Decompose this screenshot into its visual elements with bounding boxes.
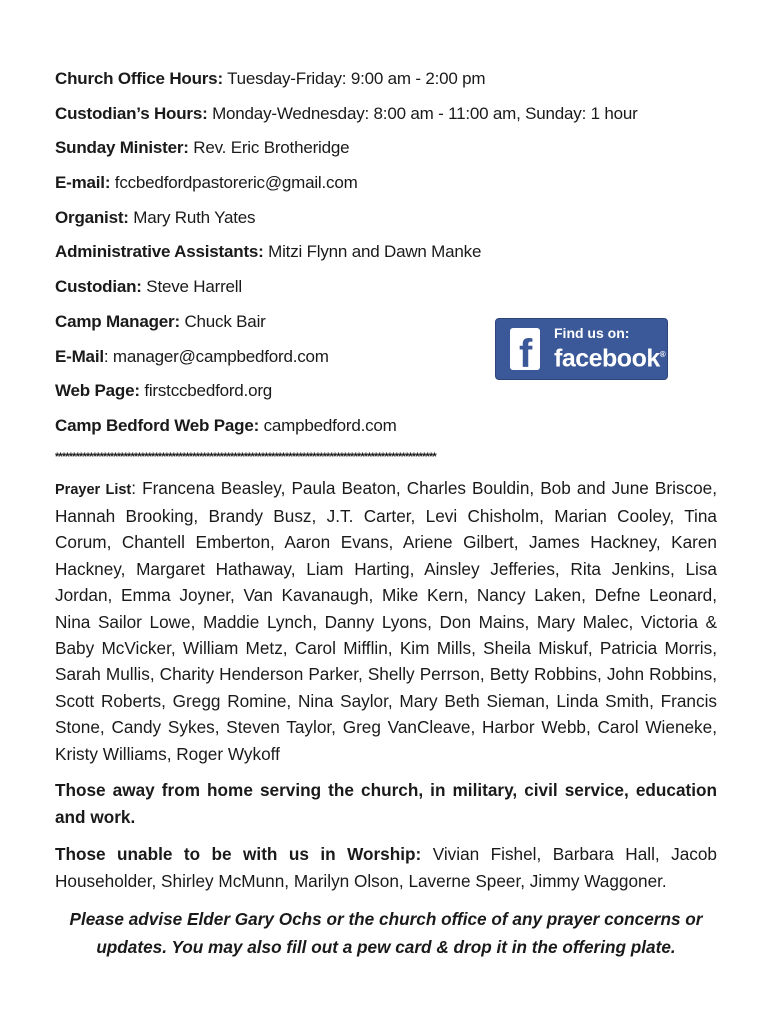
camp-email-value[interactable]: : manager@campbedford.com: [103, 346, 329, 366]
bulletin-page: [55, 62, 717, 961]
facebook-badge[interactable]: [495, 318, 668, 380]
email-label: E-mail:: [55, 173, 111, 193]
organist-label: Organist:: [55, 207, 129, 227]
facebook-registered-mark: ®: [659, 349, 666, 359]
custodian-hours-label: Custodian’s Hours:: [55, 103, 208, 123]
facebook-logo-letter: f: [519, 332, 533, 370]
custodian-hours-line: [55, 97, 717, 132]
minister-label: Sunday Minister:: [55, 138, 189, 158]
admin-assistants-label: Administrative Assistants:: [55, 242, 264, 262]
facebook-badge-text: [554, 326, 665, 372]
office-hours-value: Tuesday-Friday: 9:00 am - 2:00 pm: [222, 69, 486, 88]
custodian-line: [55, 270, 717, 305]
prayer-concerns-notice: Please advise Elder Gary Ochs or the church office of any prayer concerns or updates. You may also fill out a pew card & drop it in the offering plate.: [69, 909, 703, 957]
organist-value: Mary Ruth Yates: [128, 207, 256, 227]
email-line: [55, 166, 717, 201]
admin-assistants-value: Mitzi Flynn and Dawn Manke: [263, 242, 482, 262]
custodian-hours-value: Monday-Wednesday: 8:00 am - 11:00 am, Sunday: 1 hour: [207, 103, 638, 123]
custodian-value: Steve Harrell: [141, 277, 242, 297]
organist-line: [55, 201, 717, 236]
camp-web-page-line: [55, 409, 717, 444]
facebook-word: facebook: [554, 344, 660, 373]
unable-to-worship-names: Vivian Fishel, Barbara Hall, Jacob Householder, Shirley McMunn, Marilyn Olson, Laverne Speer, Jimmy Waggoner.: [55, 844, 717, 892]
admin-assistants-line: [55, 235, 717, 270]
prayer-list: [55, 475, 717, 767]
camp-web-page-value[interactable]: campbedford.com: [259, 415, 397, 435]
camp-manager-value: Chuck Bair: [179, 311, 266, 331]
minister-line: [55, 131, 717, 166]
facebook-wordmark: [554, 341, 665, 372]
minister-value: Rev. Eric Brotheridge: [188, 138, 350, 158]
away-from-home-note: Those away from home serving the church, in military, civil service, education and work.: [55, 780, 717, 828]
unable-to-worship: [55, 841, 717, 895]
camp-manager-label: Camp Manager:: [55, 311, 180, 331]
prayer-list-label: Prayer List: [55, 481, 132, 498]
asterisk-divider: ***************************************************************************************************************: [55, 450, 436, 463]
unable-to-worship-label: Those unable to be with us in Worship:: [55, 844, 422, 865]
prayer-list-names: : Francena Beasley, Paula Beaton, Charles Bouldin, Bob and June Briscoe, Hannah Brooking, Brandy Busz, J.T. Carter, Levi Chisholm, Marian Cooley, Tina Corum, Chantell Emberton, Aaron Evans, Ariene Gilbert, James Hackney, Karen Hackney, Margaret Hathaway, Liam Harting, Ainsley Jefferies, Rita Jenkins, Lisa Jordan, Emma Joyner, Van Kavanaugh, Mike Kern, Nancy Laken, Defne Leonard, Nina Sailor Lowe, Maddie Lynch, Danny Lyons, Don Mains, Mary Malec, Victoria & Baby McVicker, William Metz, Carol Mifflin, Kim Mills, Sheila Miskuf, Patricia Morris, Sarah Mullis, Charity Henderson Parker, Shelly Perrson, Betty Robbins, John Robbins, Scott Roberts, Gregg Romine, Nina Saylor, Mary Beth Sieman, Linda Smith, Francis Stone, Candy Sykes, Steven Taylor, Greg VanCleave, Harbor Webb, Carol Wieneke, Kristy Williams, Roger Wykoff: [55, 477, 717, 764]
camp-web-page-label: Camp Bedford Web Page:: [55, 415, 260, 435]
facebook-find-us: Find us on:: [554, 324, 630, 341]
office-hours-line: [55, 62, 717, 97]
web-page-label: Web Page:: [55, 381, 140, 401]
camp-email-label: E-Mail: [55, 346, 104, 366]
email-value[interactable]: fccbedfordpastoreric@gmail.com: [110, 173, 358, 193]
office-hours-label: Church Office Hours:: [55, 69, 223, 88]
custodian-label: Custodian:: [55, 277, 142, 297]
facebook-icon: [510, 328, 540, 370]
web-page-value[interactable]: firstccbedford.org: [139, 381, 273, 401]
